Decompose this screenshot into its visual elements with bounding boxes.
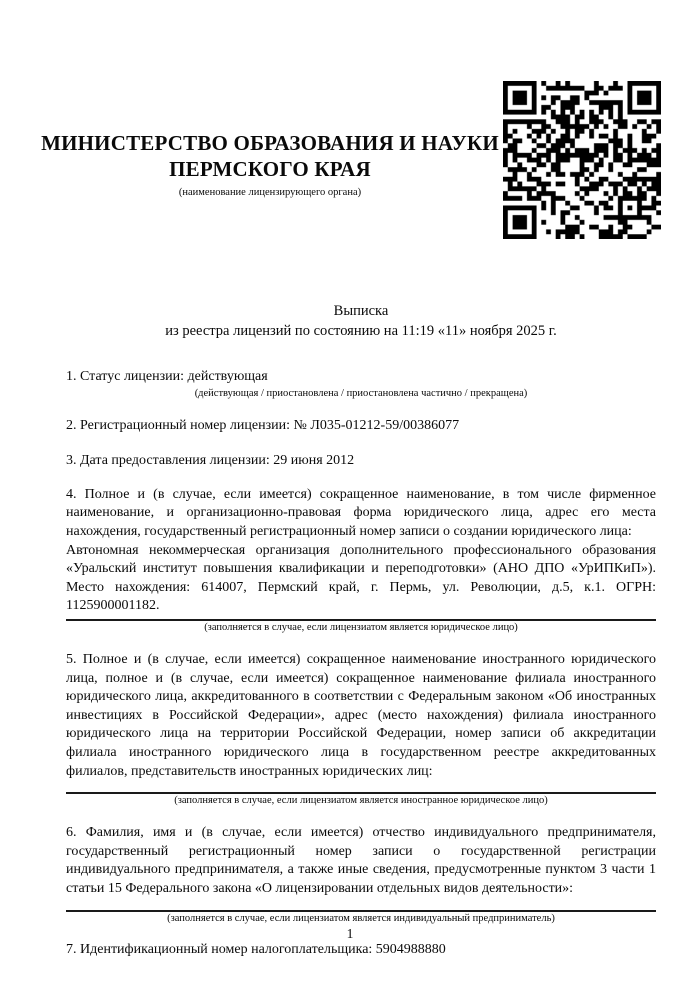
item-text: 2. Регистрационный номер лицензии: № Л035-01212-59/00386077 [66,417,460,433]
document-title [66,301,656,341]
qr-code [503,81,661,239]
item-license-grant-date [66,452,656,471]
item-text: 1. Статус лицензии: действующая [66,369,268,384]
item-individual-entrepreneur [66,824,656,925]
document-title-line1: Выписка [333,303,389,319]
item-taxpayer-number [66,941,656,960]
item-caption: (заполняется в случае, если лицензиатом является индивидуальный предприниматель) [167,913,555,925]
item-text: 4. Полное и (в случае, если имеется) сокращенное наименование, в том числе фирменное наименование, и организационно-правовая форма юридического лица, адрес его места нахождения, государственный регистрационный номер записи о создании юридического лица: [66,486,656,539]
item-text: 6. Фамилия, имя и (в случае, если имеется) отчество индивидуального предпринимателя, государственный регистрационный номер записи о государственной регистрации индивидуального предпринимателя, а также иные сведения, предусмотренные пунктом 3 части 1 статьи 15 Федерального закона «О лицензировании отдельных видов деятельности»: [66,825,656,896]
item-registration-number [66,417,656,436]
item-foreign-legal-entity [66,651,656,807]
page-number: 1 [346,926,354,941]
document-body [66,368,656,960]
licensing-authority-caption: (наименование лицензирующего органа) [178,187,362,198]
item-text: 5. Полное и (в случае, если имеется) сокращенное наименование иностранного юридического лица, полное и (в случае, если имеется) сокращенное наименование филиала иностранного юридического лица, аккредитованного в соответствии с Федеральным законом «Об иностранных инвестициях в Российской Федерации», адрес (место нахождения) филиала иностранного юридического лица на территории Российской Федерации, номер записи об аккредитации филиала иностранного юридического лица в государственном реестре аккредитованных филиалов, представительств иностранных юридических лиц: [66,651,656,779]
item-value: Автономная некоммерческая организация дополнительного профессионального образования «Уральский институт повышения квалификации и переподготовки» (АНО ДПО «УрИПКиП»). Место нахождения: 614007, Пермский край, г. Пермь, ул. Революции, д.5, к.1. ОГРН: 1125900001182. [66,542,656,614]
item-caption: (заполняется в случае, если лицензиатом является юридическое лицо) [204,621,518,633]
item-text: 7. Идентификационный номер налогоплательщика: 5904988880 [66,942,446,958]
item-legal-entity [66,486,656,634]
item-caption: (заполняется в случае, если лицензиатом является иностранное юридическое лицо) [174,795,548,807]
ministry-name-line1: МИНИСТЕРСТВО ОБРАЗОВАНИЯ И НАУКИ [41,131,499,155]
item-caption: (действующая / приостановлена / приостановлена частично / прекращена) [194,387,528,399]
item-text: 3. Дата предоставления лицензии: 29 июня 2012 [66,453,355,469]
ministry-name-line2: ПЕРМСКОГО КРАЯ [169,157,371,181]
document-title-line2: из реестра лицензий по состоянию на 11:19 «11» ноября 2025 г. [165,323,557,339]
licensing-authority-header [40,130,500,198]
item-license-status [66,368,656,400]
